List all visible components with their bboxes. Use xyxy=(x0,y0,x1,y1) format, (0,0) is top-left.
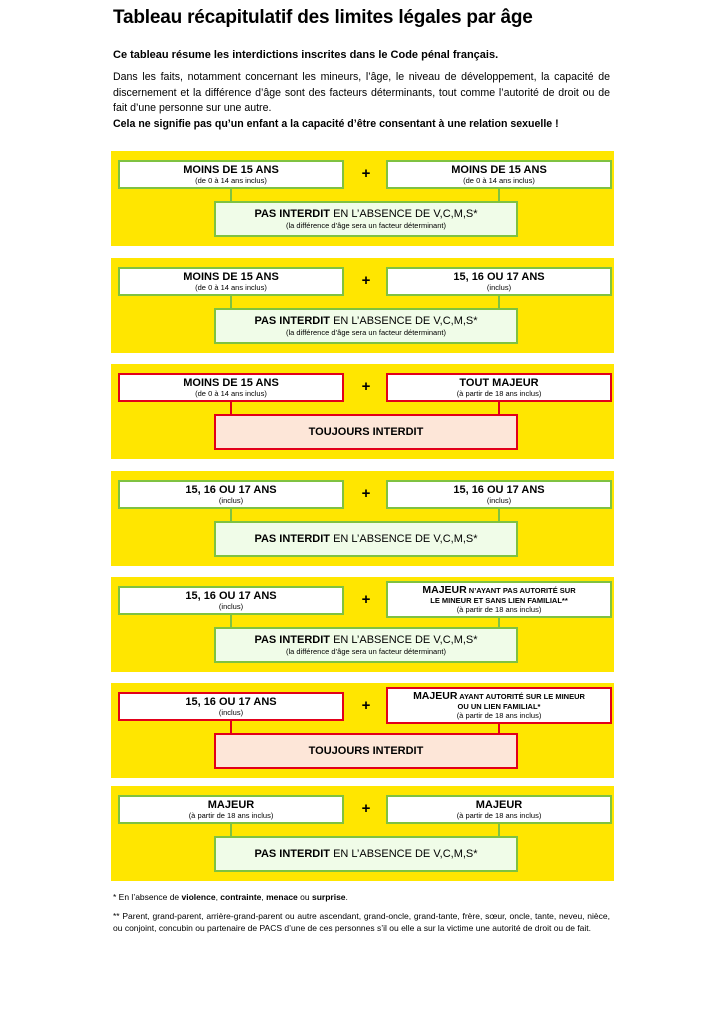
footnote-menace: menace xyxy=(266,892,298,902)
connector-line xyxy=(498,296,500,308)
age-box-left xyxy=(118,795,344,824)
result-strong: PAS INTERDIT xyxy=(254,847,331,860)
connector-line xyxy=(230,615,232,627)
connector-line xyxy=(230,296,232,308)
age-box-left xyxy=(118,160,344,189)
age-sublabel: (de 0 à 14 ans inclus) xyxy=(195,176,267,185)
footnote-2: ** Parent, grand-parent, arrière-grand-parent ou autre ascendant, grand-oncle, grand-tante, frère, sœur, oncle, tante, neveu, nièce, ou conjoint, concubin ou partenaire de PACS d’une de ces personnes s’il ou elle a sur la victime une autorité de droit ou de fait. xyxy=(113,911,610,933)
age-sublabel: (de 0 à 14 ans inclus) xyxy=(195,283,267,292)
result-strong: PAS INTERDIT xyxy=(254,532,331,545)
plus-sign: + xyxy=(361,591,371,608)
plus-sign: + xyxy=(361,800,371,817)
age-box-right xyxy=(386,581,612,618)
result-label xyxy=(254,208,477,221)
footnote-1-prefix: * En l’absence de xyxy=(113,892,182,902)
result-label xyxy=(254,634,477,647)
age-box-right xyxy=(386,160,612,189)
connector-line xyxy=(498,618,500,627)
result-label xyxy=(309,426,424,439)
result-strong: PAS INTERDIT xyxy=(254,634,331,646)
result-box xyxy=(214,733,518,769)
result-condition: EN L’ABSENCE DE V,C,M,S* xyxy=(330,847,478,860)
intro-text: Dans les faits, notamment concernant les mineurs, l’âge, le niveau de développement, la capacité de discernement et la différence d’âge sont des facteurs déterminants, tout comme l’autorité de droit ou de fait d’une personne sur une autre. xyxy=(113,71,610,114)
age-label-line2: LE MINEUR ET SANS LIEN FAMILIAL** xyxy=(430,596,568,605)
age-label-strong: MAJEUR xyxy=(413,690,458,702)
case-panel-1 xyxy=(111,151,614,246)
age-label: 15, 16 OU 17 ANS xyxy=(185,484,277,496)
result-box xyxy=(214,201,518,237)
footnote-sep: , xyxy=(261,892,267,902)
subtitle: Ce tableau résume les interdictions inscrites dans le Code pénal français. xyxy=(113,49,499,61)
result-note: (la différence d’âge sera un facteur déterminant) xyxy=(286,221,446,230)
result-label xyxy=(309,745,424,758)
age-box-left xyxy=(118,692,344,721)
result-note: (la différence d’âge sera un facteur déterminant) xyxy=(286,647,446,656)
connector-line xyxy=(230,824,232,836)
result-label xyxy=(254,533,477,546)
age-sublabel: (à partir de 18 ans inclus) xyxy=(456,605,542,614)
result-strong: TOUJOURS INTERDIT xyxy=(308,425,424,438)
age-label: 15, 16 OU 17 ANS xyxy=(185,696,277,708)
age-box-left xyxy=(118,373,344,402)
age-label: MOINS DE 15 ANS xyxy=(451,164,547,176)
result-box xyxy=(214,627,518,663)
footnote-contrainte: contrainte xyxy=(220,892,262,902)
age-label: MAJEUR xyxy=(475,799,523,811)
connector-line xyxy=(498,402,500,414)
result-label xyxy=(254,848,477,861)
age-box-left xyxy=(118,267,344,296)
case-panel-2 xyxy=(111,258,614,353)
result-box xyxy=(214,836,518,872)
connector-line xyxy=(498,509,500,521)
connector-line xyxy=(498,824,500,836)
age-box-right xyxy=(386,373,612,402)
result-strong: TOUJOURS INTERDIT xyxy=(308,744,424,757)
age-box-right xyxy=(386,687,612,724)
age-sublabel: (inclus) xyxy=(486,496,512,505)
result-condition: EN L’ABSENCE DE V,C,M,S* xyxy=(330,532,478,545)
age-label-strong: MAJEUR xyxy=(422,584,467,596)
age-sublabel: (inclus) xyxy=(218,708,244,717)
connector-line xyxy=(230,189,232,201)
age-sublabel: (à partir de 18 ans inclus) xyxy=(456,811,542,820)
case-panel-7 xyxy=(111,786,614,881)
case-panel-4 xyxy=(111,471,614,566)
footnote-violence: violence xyxy=(181,892,216,902)
intro-paragraph xyxy=(113,70,610,132)
age-box-right xyxy=(386,480,612,509)
footnote-surprise: surprise xyxy=(311,892,346,902)
age-label: MOINS DE 15 ANS xyxy=(183,271,279,283)
age-sublabel: (de 0 à 14 ans inclus) xyxy=(463,176,535,185)
result-note: (la différence d’âge sera un facteur déterminant) xyxy=(286,328,446,337)
age-label xyxy=(422,585,575,596)
age-label: 15, 16 OU 17 ANS xyxy=(453,484,545,496)
age-box-right xyxy=(386,795,612,824)
result-condition: EN L’ABSENCE DE V,C,M,S* xyxy=(330,208,478,220)
plus-sign: + xyxy=(361,272,371,289)
age-sublabel: (inclus) xyxy=(486,283,512,292)
plus-sign: + xyxy=(361,697,371,714)
age-label-rest: AYANT AUTORITÉ SUR LE MINEUR xyxy=(457,692,585,701)
plus-sign: + xyxy=(361,485,371,502)
age-sublabel: (de 0 à 14 ans inclus) xyxy=(195,389,267,398)
connector-line xyxy=(230,721,232,733)
age-sublabel: (à partir de 18 ans inclus) xyxy=(456,389,542,398)
age-label: MOINS DE 15 ANS xyxy=(183,377,279,389)
result-box xyxy=(214,414,518,450)
footnote-1 xyxy=(113,892,613,903)
case-panel-5 xyxy=(111,577,614,672)
plus-sign: + xyxy=(361,378,371,395)
footnote-end: . xyxy=(345,892,348,902)
connector-line xyxy=(230,402,232,414)
age-sublabel: (inclus) xyxy=(218,496,244,505)
connector-line xyxy=(230,509,232,521)
age-sublabel: (inclus) xyxy=(218,602,244,611)
result-condition: EN L’ABSENCE DE V,C,M,S* xyxy=(330,634,478,646)
footnote-sep: ou xyxy=(297,892,312,902)
age-label: 15, 16 OU 17 ANS xyxy=(185,590,277,602)
result-label xyxy=(254,315,477,328)
result-strong: PAS INTERDIT xyxy=(254,208,331,220)
age-label-rest: N’AYANT PAS AUTORITÉ SUR xyxy=(466,586,576,595)
case-panel-3 xyxy=(111,364,614,459)
age-sublabel: (à partir de 18 ans inclus) xyxy=(456,711,542,720)
age-label-line2: OU UN LIEN FAMILIAL* xyxy=(457,702,541,711)
age-label: 15, 16 OU 17 ANS xyxy=(453,271,545,283)
page-title: Tableau récapitulatif des limites légales par âge xyxy=(113,7,533,28)
warning-text: Cela ne signifie pas qu’un enfant a la capacité d’être consentant à une relation sexuelle ! xyxy=(113,117,559,130)
age-box-left xyxy=(118,480,344,509)
age-label: TOUT MAJEUR xyxy=(459,377,539,389)
age-label: MAJEUR xyxy=(207,799,255,811)
result-condition: EN L’ABSENCE DE V,C,M,S* xyxy=(330,315,478,327)
connector-line xyxy=(498,189,500,201)
age-box-right xyxy=(386,267,612,296)
footnote-sep: , xyxy=(215,892,221,902)
result-box xyxy=(214,521,518,557)
age-label: MOINS DE 15 ANS xyxy=(183,164,279,176)
age-label xyxy=(413,691,585,702)
connector-line xyxy=(498,724,500,733)
age-box-left xyxy=(118,586,344,615)
plus-sign: + xyxy=(361,165,371,182)
case-panel-6 xyxy=(111,683,614,778)
age-sublabel: (à partir de 18 ans inclus) xyxy=(188,811,274,820)
result-strong: PAS INTERDIT xyxy=(254,315,331,327)
result-box xyxy=(214,308,518,344)
